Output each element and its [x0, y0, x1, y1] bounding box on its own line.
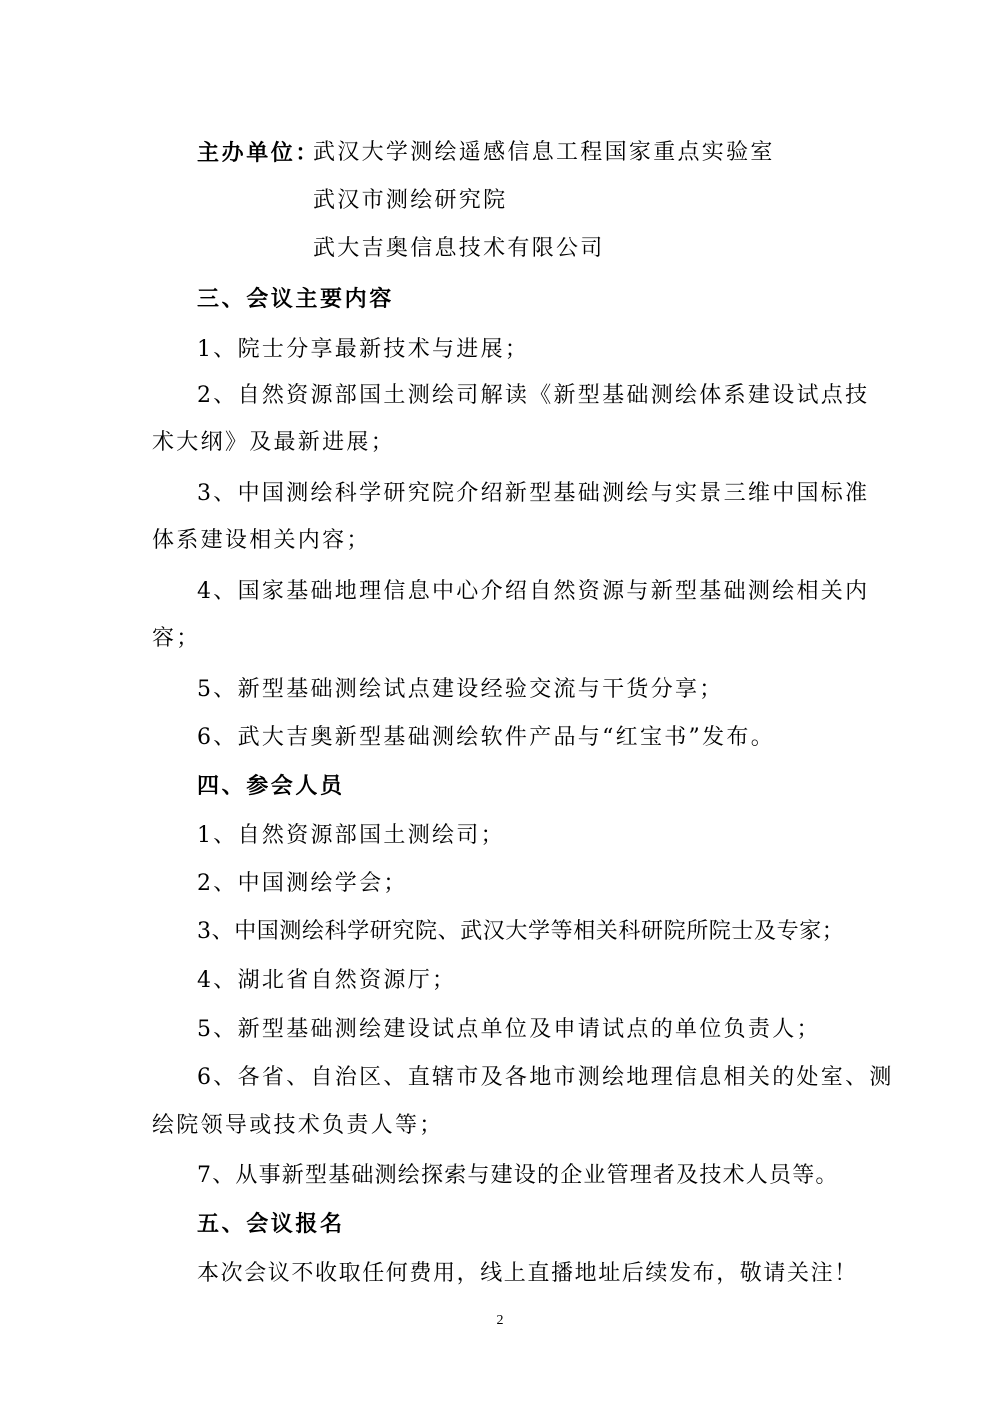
organizer-item: 武汉市测绘研究院	[313, 188, 508, 213]
organizers-label: 主办单位：	[197, 140, 321, 166]
organizer-item: 武大吉奥信息技术有限公司	[313, 236, 605, 261]
section-heading: 四、参会人员	[197, 773, 345, 799]
list-item-continuation: 体系建设相关内容；	[152, 528, 371, 553]
list-item: 4、国家基础地理信息中心介绍自然资源与新型基础测绘相关内	[197, 579, 870, 604]
registration-note: 本次会议不收取任何费用，线上直播地址后续发布，敬请关注！	[197, 1261, 858, 1286]
list-item: 5、新型基础测绘建设试点单位及申请试点的单位负责人；	[197, 1017, 821, 1042]
list-item: 3、中国测绘科学研究院介绍新型基础测绘与实景三维中国标准	[197, 481, 870, 506]
section-heading: 三、会议主要内容	[197, 286, 394, 312]
page-number: 2	[496, 1313, 504, 1328]
list-item: 6、武大吉奥新型基础测绘软件产品与“红宝书”发布。	[197, 725, 775, 750]
list-item: 1、院士分享最新技术与进展；	[197, 337, 530, 362]
list-item-continuation: 绘院领导或技术负责人等；	[152, 1113, 444, 1138]
list-item-continuation: 容；	[152, 626, 201, 651]
list-item: 2、自然资源部国土测绘司解读《新型基础测绘体系建设试点技	[197, 383, 870, 408]
list-item: 3、中国测绘科学研究院、武汉大学等相关科研院所院士及专家；	[197, 919, 845, 944]
list-item-continuation: 术大纲》及最新进展；	[152, 430, 396, 455]
list-item: 7、从事新型基础测绘探索与建设的企业管理者及技术人员等。	[197, 1163, 839, 1188]
list-item: 5、新型基础测绘试点建设经验交流与干货分享；	[197, 677, 724, 702]
list-item: 1、自然资源部国土测绘司；	[197, 823, 505, 848]
section-heading: 五、会议报名	[197, 1211, 345, 1237]
list-item: 2、中国测绘学会；	[197, 871, 408, 896]
list-item: 4、湖北省自然资源厅；	[197, 968, 457, 993]
list-item: 6、各省、自治区、直辖市及各地市测绘地理信息相关的处室、测	[197, 1065, 894, 1090]
organizer-item: 武汉大学测绘遥感信息工程国家重点实验室	[313, 140, 775, 165]
